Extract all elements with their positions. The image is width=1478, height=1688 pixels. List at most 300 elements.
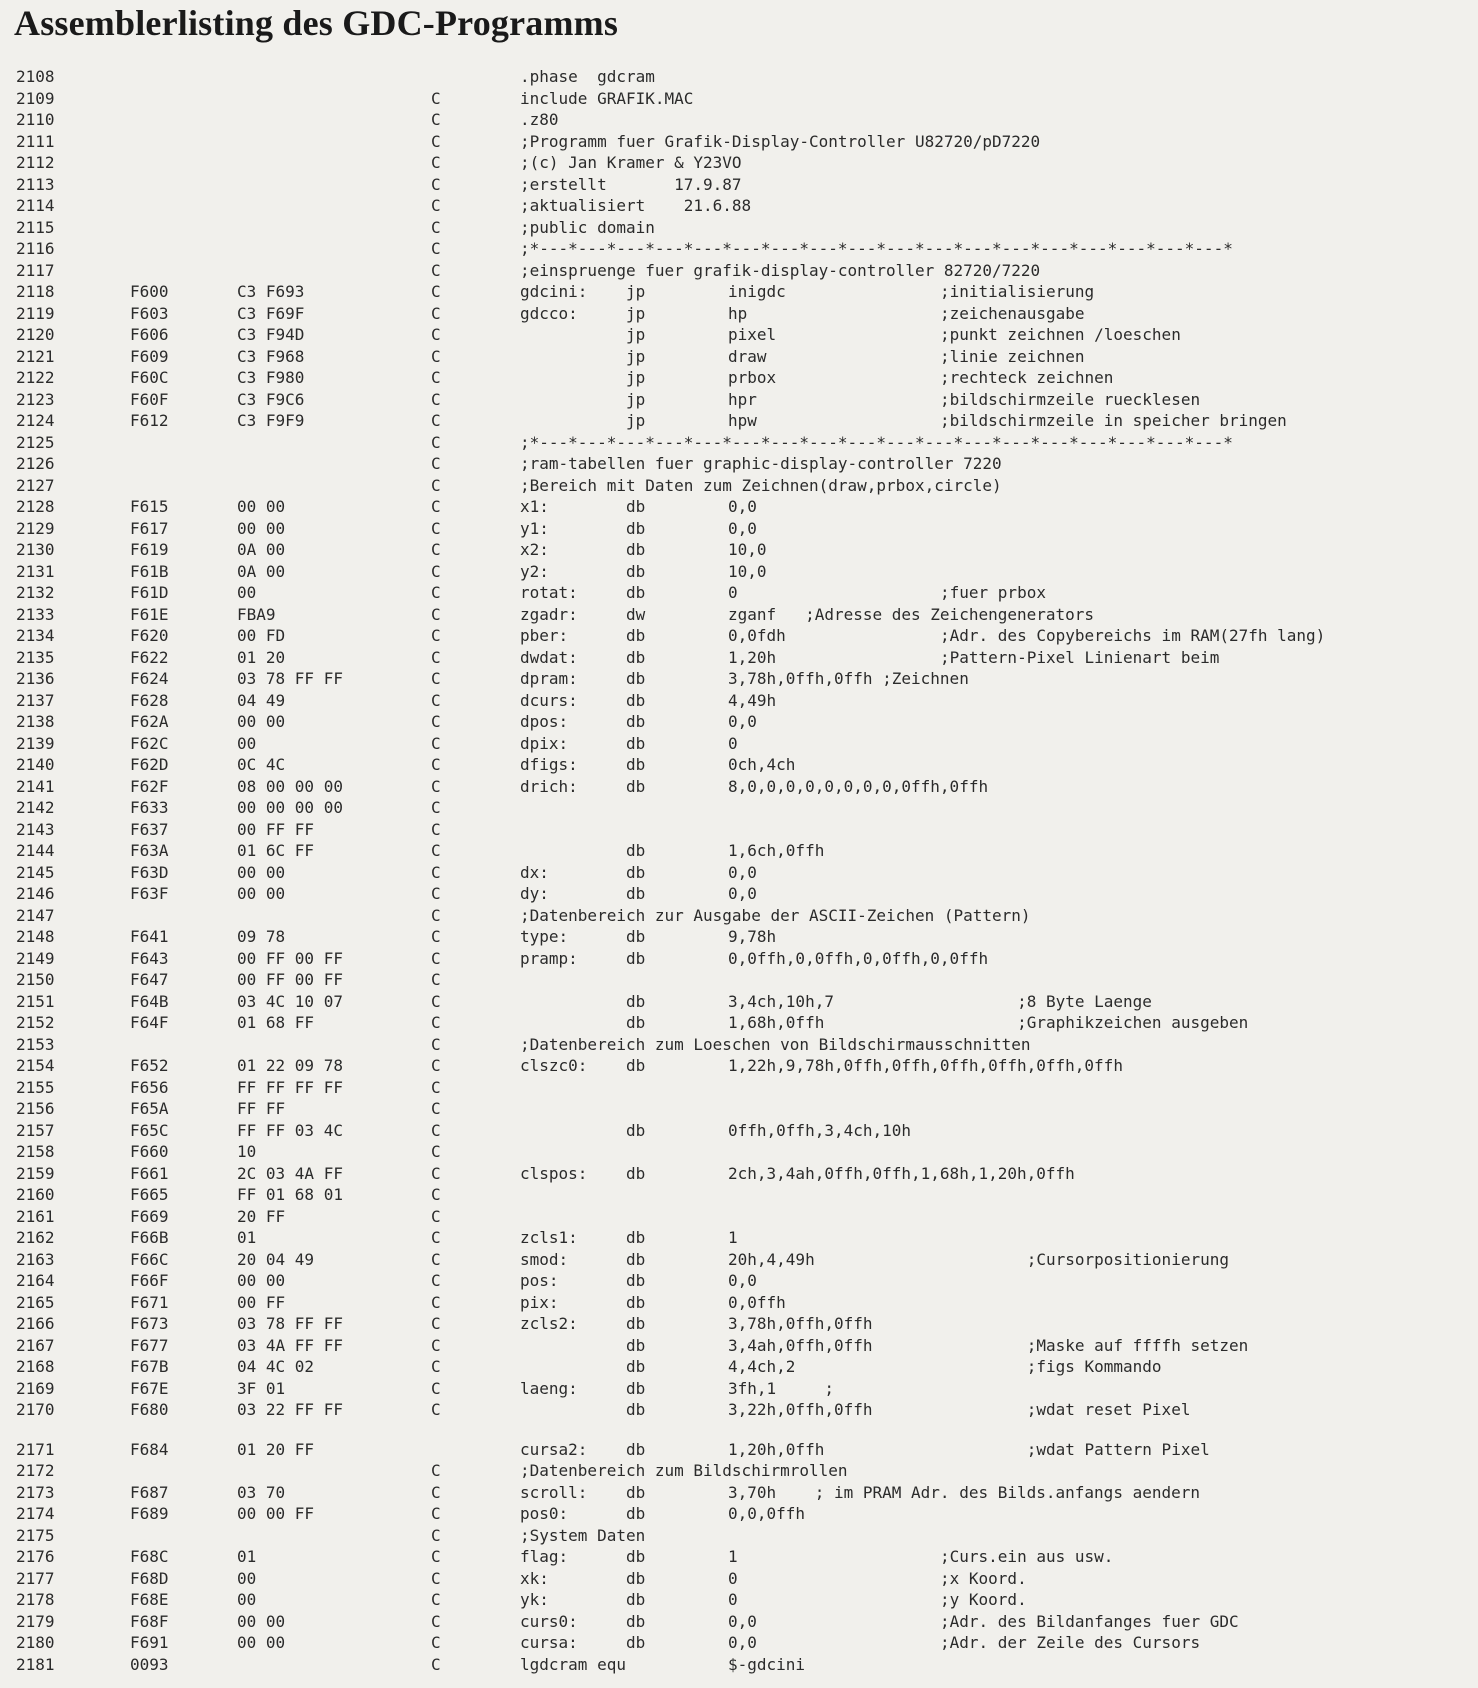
- object-code: 03 4A FF FF: [237, 1335, 343, 1355]
- listing-row: [0, 948, 1478, 970]
- operand: 1,6ch,0ffh: [728, 841, 825, 860]
- line-number: 2166: [16, 1314, 55, 1333]
- listing-row: [0, 131, 1478, 153]
- address: F628: [130, 690, 169, 710]
- address: F63F: [130, 884, 169, 903]
- address: F620: [130, 626, 169, 645]
- object-code: 00 FF 00 FF: [237, 948, 343, 968]
- line-number: 2162: [16, 1228, 55, 1247]
- label: flag:: [520, 1547, 569, 1566]
- line-number: 2151: [16, 991, 55, 1011]
- line-number: 2111: [16, 131, 55, 151]
- address: F643: [130, 948, 169, 968]
- operand: hp: [728, 303, 748, 323]
- mnemonic: db: [626, 690, 646, 710]
- listing-row: [0, 647, 1478, 669]
- line-number: 2138: [16, 712, 55, 731]
- operand: 0,0: [728, 497, 757, 516]
- source-text: ;Programm fuer Grafik-Display-Controller U82720/pD7220: [520, 131, 1041, 151]
- object-code: C3 F980: [237, 368, 305, 387]
- line-number: 2167: [16, 1335, 55, 1355]
- cond-flag: C: [431, 1056, 441, 1075]
- line-number: 2128: [16, 497, 55, 516]
- mnemonic: db: [626, 583, 646, 602]
- address: F637: [130, 819, 169, 839]
- object-code: C3 F693: [237, 282, 305, 301]
- listing-row: [0, 582, 1478, 604]
- label: dpix:: [520, 733, 569, 753]
- mnemonic: dw: [626, 604, 646, 624]
- operand: 2ch,3,4ah,0ffh,0ffh,1,68h,1,20h,0ffh: [728, 1163, 1075, 1183]
- line-number: 2149: [16, 948, 55, 968]
- object-code: 03 78 FF FF: [237, 669, 343, 688]
- label: laeng:: [520, 1378, 578, 1398]
- assembler-listing: [0, 66, 1478, 1675]
- operand: 0,0: [728, 1271, 757, 1290]
- line-number: 2165: [16, 1292, 55, 1312]
- cond-flag: C: [431, 561, 441, 581]
- mnemonic: db: [626, 733, 646, 753]
- cond-flag: C: [431, 604, 441, 624]
- cond-flag: C: [431, 454, 441, 473]
- cond-flag: C: [431, 325, 441, 344]
- source-text: ;ram-tabellen fuer graphic-display-controller 7220: [520, 454, 1002, 473]
- mnemonic: db: [626, 1292, 646, 1312]
- object-code: 01: [237, 1228, 257, 1247]
- operand: 0,0: [728, 884, 757, 903]
- cond-flag: C: [431, 260, 441, 280]
- listing-row: [0, 1568, 1478, 1590]
- listing-row: [0, 1012, 1478, 1034]
- listing-row: [0, 539, 1478, 561]
- address: F624: [130, 669, 169, 688]
- source-text: .phase gdcram: [520, 67, 655, 86]
- cond-flag: C: [431, 1590, 441, 1609]
- listing-row: [0, 496, 1478, 518]
- address: F617: [130, 518, 169, 538]
- operand: inigdc: [728, 282, 786, 301]
- label: curs0:: [520, 1611, 578, 1631]
- operand: 0,0fdh: [728, 626, 786, 645]
- operand: 3,78h,0ffh,0ffh: [728, 1314, 873, 1333]
- listing-row: [0, 1378, 1478, 1400]
- label: clspos:: [520, 1163, 588, 1183]
- line-number: 2148: [16, 927, 55, 946]
- cond-flag: C: [431, 905, 441, 925]
- listing-row: [0, 905, 1478, 927]
- mnemonic: db: [626, 1120, 646, 1140]
- label: dy:: [520, 884, 549, 903]
- object-code: 00 00: [237, 884, 286, 903]
- label: zcls1:: [520, 1228, 578, 1247]
- cond-flag: C: [431, 1271, 441, 1290]
- mnemonic: jp: [626, 346, 646, 366]
- line-number: 2176: [16, 1547, 55, 1566]
- mnemonic: db: [626, 540, 646, 559]
- line-number: 2145: [16, 862, 55, 882]
- object-code: 0A 00: [237, 561, 286, 581]
- line-number: 2113: [16, 174, 55, 194]
- cond-flag: C: [431, 1547, 441, 1566]
- label: dfigs:: [520, 755, 578, 774]
- object-code: 03 78 FF FF: [237, 1314, 343, 1333]
- object-code: 00 00: [237, 497, 286, 516]
- comment: ;x Koord.: [940, 1568, 1027, 1588]
- comment: ;zeichenausgabe: [940, 303, 1085, 323]
- label: drich:: [520, 776, 578, 796]
- cond-flag: C: [431, 1654, 441, 1674]
- cond-flag: C: [431, 970, 441, 989]
- mnemonic: db: [626, 1547, 646, 1566]
- address: F633: [130, 798, 169, 817]
- cond-flag: C: [431, 1185, 441, 1204]
- mnemonic: db: [626, 884, 646, 903]
- object-code: 00: [237, 733, 257, 753]
- mnemonic: db: [626, 1056, 646, 1075]
- mnemonic: jp: [626, 282, 646, 301]
- line-number: 2122: [16, 368, 55, 387]
- line-number: 2146: [16, 884, 55, 903]
- source-text: ;aktualisiert 21.6.88: [520, 196, 752, 215]
- mnemonic: db: [626, 561, 646, 581]
- cond-flag: C: [431, 131, 441, 151]
- cond-flag: C: [431, 1461, 441, 1480]
- address: F66C: [130, 1249, 169, 1269]
- listing-row: [0, 1292, 1478, 1314]
- cond-flag: C: [431, 712, 441, 731]
- address: F622: [130, 647, 169, 667]
- address: 0093: [130, 1654, 169, 1674]
- object-code: 04 49: [237, 690, 286, 710]
- address: F60C: [130, 368, 169, 387]
- mnemonic: db: [626, 1590, 646, 1609]
- object-code: 00 00: [237, 1633, 286, 1652]
- object-code: 10: [237, 1142, 257, 1161]
- cond-flag: C: [431, 518, 441, 538]
- listing-row: [0, 1589, 1478, 1611]
- object-code: FF FF: [237, 1099, 286, 1118]
- line-number: 2168: [16, 1357, 55, 1376]
- address: F689: [130, 1504, 169, 1523]
- label: y2:: [520, 561, 549, 581]
- comment: ;Curs.ein aus usw.: [940, 1547, 1114, 1566]
- line-number: 2116: [16, 239, 55, 258]
- address: F641: [130, 927, 169, 946]
- mnemonic: db: [626, 1249, 646, 1269]
- line-number: 2142: [16, 798, 55, 817]
- operand: 0,0: [728, 862, 757, 882]
- operand: draw: [728, 346, 767, 366]
- address: F62C: [130, 733, 169, 753]
- label: yk:: [520, 1590, 549, 1609]
- operand: 0: [728, 1590, 738, 1609]
- address: F665: [130, 1185, 169, 1204]
- mnemonic: db: [626, 862, 646, 882]
- line-number: 2156: [16, 1099, 55, 1118]
- address: F60F: [130, 389, 169, 409]
- cond-flag: C: [431, 1228, 441, 1247]
- listing-row: [0, 475, 1478, 497]
- listing-row: [0, 754, 1478, 776]
- address: F673: [130, 1314, 169, 1333]
- line-number: 2131: [16, 561, 55, 581]
- operand: 0: [728, 1568, 738, 1588]
- object-code: 00 FF FF: [237, 819, 315, 839]
- listing-row: [0, 1503, 1478, 1525]
- listing-row: [0, 367, 1478, 389]
- cond-flag: C: [431, 1013, 441, 1032]
- cond-flag: C: [431, 927, 441, 946]
- cond-flag: C: [431, 389, 441, 409]
- address: F61B: [130, 561, 169, 581]
- listing-row: [0, 862, 1478, 884]
- line-number: 2150: [16, 970, 55, 989]
- object-code: 00: [237, 1590, 257, 1609]
- operand: hpw: [728, 411, 757, 430]
- line-number: 2137: [16, 690, 55, 710]
- operand: pixel: [728, 325, 777, 344]
- label: zcls2:: [520, 1314, 578, 1333]
- cond-flag: C: [431, 1568, 441, 1588]
- listing-row: [0, 797, 1478, 819]
- operand: 3,22h,0ffh,0ffh: [728, 1400, 873, 1419]
- listing-row: [0, 711, 1478, 733]
- line-number: 2110: [16, 110, 55, 129]
- operand: 0,0,0ffh: [728, 1504, 806, 1523]
- label: pramp:: [520, 948, 578, 968]
- mnemonic: db: [626, 712, 646, 731]
- listing-row: [0, 1525, 1478, 1547]
- line-number: 2125: [16, 432, 55, 452]
- line-number: 2139: [16, 733, 55, 753]
- line-number: 2126: [16, 454, 55, 473]
- object-code: 00 00: [237, 518, 286, 538]
- cond-flag: C: [431, 948, 441, 968]
- label: dwdat:: [520, 647, 578, 667]
- listing-row: [0, 109, 1478, 131]
- cond-flag: C: [431, 1206, 441, 1226]
- cond-flag: C: [431, 1249, 441, 1269]
- listing-row: [0, 1098, 1478, 1120]
- source-text: ;System Daten: [520, 1525, 646, 1545]
- mnemonic: db: [626, 1357, 646, 1376]
- source-text: ;einspruenge fuer grafik-display-controller 82720/7220: [520, 260, 1041, 280]
- object-code: 20 04 49: [237, 1249, 315, 1269]
- line-number: 2158: [16, 1142, 55, 1161]
- object-code: 00 00: [237, 1611, 286, 1631]
- object-code: 08 00 00 00: [237, 776, 343, 796]
- cond-flag: C: [431, 733, 441, 753]
- line-number: 2121: [16, 346, 55, 366]
- listing-row: [0, 1632, 1478, 1654]
- object-code: 01 68 FF: [237, 1013, 315, 1032]
- mnemonic: jp: [626, 411, 646, 430]
- comment: ;Adr. des Bildanfanges fuer GDC: [940, 1611, 1239, 1631]
- label: cursa2:: [520, 1439, 588, 1459]
- operand: 3fh,1 ;: [728, 1378, 834, 1398]
- line-number: 2173: [16, 1482, 55, 1502]
- operand: prbox: [728, 368, 777, 387]
- mnemonic: jp: [626, 303, 646, 323]
- address: F68C: [130, 1547, 169, 1566]
- cond-flag: C: [431, 497, 441, 516]
- operand: 1,20h: [728, 647, 777, 667]
- object-code: 2C 03 4A FF: [237, 1163, 343, 1183]
- address: F61E: [130, 604, 169, 624]
- object-code: 01 20 FF: [237, 1439, 315, 1459]
- mnemonic: jp: [626, 368, 646, 387]
- mnemonic: db: [626, 1163, 646, 1183]
- listing-row: [0, 733, 1478, 755]
- object-code: 01: [237, 1547, 257, 1566]
- listing-row: [0, 1313, 1478, 1335]
- cond-flag: C: [431, 583, 441, 602]
- line-number: 2108: [16, 67, 55, 86]
- operand: 0,0ffh: [728, 1292, 786, 1312]
- address: F61D: [130, 583, 169, 602]
- operand: 8,0,0,0,0,0,0,0,0,0ffh,0ffh: [728, 776, 989, 796]
- source-text: ;*---*---*---*---*---*---*---*---*---*---*---*---*---*---*---*---*---*---*: [520, 239, 1233, 258]
- line-number: 2155: [16, 1077, 55, 1097]
- cond-flag: C: [431, 196, 441, 215]
- cond-flag: C: [431, 1633, 441, 1652]
- label: cursa:: [520, 1633, 578, 1652]
- cond-flag: C: [431, 475, 441, 495]
- listing-row: [0, 625, 1478, 647]
- address: F66B: [130, 1228, 169, 1247]
- address: F63D: [130, 862, 169, 882]
- cond-flag: C: [431, 1400, 441, 1419]
- label: smod:: [520, 1249, 569, 1269]
- operand: 1,20h,0ffh: [728, 1439, 825, 1459]
- page-title: Assemblerlisting des GDC-Programms: [14, 3, 619, 43]
- listing-row: [0, 303, 1478, 325]
- cond-flag: C: [431, 776, 441, 796]
- object-code: C3 F9C6: [237, 389, 305, 409]
- line-number: 2133: [16, 604, 55, 624]
- mnemonic: db: [626, 518, 646, 538]
- object-code: 01 6C FF: [237, 841, 315, 860]
- object-code: 00 00 FF: [237, 1504, 315, 1523]
- address: F615: [130, 497, 169, 516]
- object-code: 09 78: [237, 927, 286, 946]
- line-number: 2144: [16, 841, 55, 860]
- listing-row: [0, 1399, 1478, 1421]
- listing-row: [0, 217, 1478, 239]
- cond-flag: C: [431, 217, 441, 237]
- label: zgadr:: [520, 604, 578, 624]
- line-number: 2135: [16, 647, 55, 667]
- operand: 3,4ch,10h,7: [728, 991, 834, 1011]
- listing-row: [0, 518, 1478, 540]
- line-number: 2134: [16, 626, 55, 645]
- address: F660: [130, 1142, 169, 1161]
- cond-flag: C: [431, 1357, 441, 1376]
- address: F603: [130, 303, 169, 323]
- address: F612: [130, 411, 169, 430]
- object-code: FBA9: [237, 604, 276, 624]
- listing-row: [0, 1249, 1478, 1271]
- listing-row: [0, 991, 1478, 1013]
- address: F64B: [130, 991, 169, 1011]
- line-number: 2178: [16, 1590, 55, 1609]
- address: F65A: [130, 1099, 169, 1118]
- comment: ;8 Byte Laenge: [940, 991, 1152, 1011]
- address: F684: [130, 1439, 169, 1459]
- operand: 0ch,4ch: [728, 755, 796, 774]
- address: F65C: [130, 1120, 169, 1140]
- object-code: 00 00: [237, 1271, 286, 1290]
- line-number: 2175: [16, 1525, 55, 1545]
- label: dcurs:: [520, 690, 578, 710]
- address: F671: [130, 1292, 169, 1312]
- listing-row: [0, 410, 1478, 432]
- line-number: 2159: [16, 1163, 55, 1183]
- cond-flag: C: [431, 1525, 441, 1545]
- listing-row: [0, 1460, 1478, 1482]
- address: F609: [130, 346, 169, 366]
- mnemonic: db: [626, 948, 646, 968]
- operand: 0: [728, 733, 738, 753]
- line-number: 2118: [16, 282, 55, 301]
- comment: ;Maske auf ffffh setzen: [940, 1335, 1249, 1355]
- object-code: 00: [237, 1568, 257, 1588]
- cond-flag: C: [431, 1077, 441, 1097]
- mnemonic: jp: [626, 325, 646, 344]
- object-code: 00 00: [237, 712, 286, 731]
- object-code: 20 FF: [237, 1206, 286, 1226]
- mnemonic: db: [626, 1271, 646, 1290]
- address: F67E: [130, 1378, 169, 1398]
- line-number: 2164: [16, 1271, 55, 1290]
- listing-row: [0, 1611, 1478, 1633]
- mnemonic: db: [626, 669, 646, 688]
- label: dx:: [520, 862, 549, 882]
- object-code: 00 FD: [237, 626, 286, 645]
- address: F62D: [130, 755, 169, 774]
- operand: 10,0: [728, 561, 767, 581]
- line-number: 2130: [16, 540, 55, 559]
- listing-row: [0, 926, 1478, 948]
- operand: 0,0: [728, 712, 757, 731]
- mnemonic: db: [626, 497, 646, 516]
- object-code: 0C 4C: [237, 755, 286, 774]
- listing-row: [0, 1120, 1478, 1142]
- address: F600: [130, 282, 169, 301]
- comment: ;rechteck zeichnen: [940, 368, 1114, 387]
- line-number: 2180: [16, 1633, 55, 1652]
- cond-flag: C: [431, 819, 441, 839]
- listing-row: [0, 281, 1478, 303]
- line-number: 2136: [16, 669, 55, 688]
- listing-row: [0, 260, 1478, 282]
- operand: 0,0: [728, 1633, 757, 1652]
- listing-row: [0, 1654, 1478, 1676]
- mnemonic: db: [626, 776, 646, 796]
- address: F606: [130, 325, 169, 344]
- comment: ;initialisierung: [940, 282, 1095, 301]
- mnemonic: jp: [626, 389, 646, 409]
- operand: $-gdcini: [728, 1654, 806, 1674]
- address: F669: [130, 1206, 169, 1226]
- object-code: 03 4C 10 07: [237, 991, 343, 1011]
- mnemonic: db: [626, 1482, 646, 1502]
- label: gdcco:: [520, 303, 578, 323]
- mnemonic: db: [626, 1378, 646, 1398]
- comment: ;punkt zeichnen /loeschen: [940, 325, 1181, 344]
- mnemonic: db: [626, 1611, 646, 1631]
- cond-flag: C: [431, 88, 441, 108]
